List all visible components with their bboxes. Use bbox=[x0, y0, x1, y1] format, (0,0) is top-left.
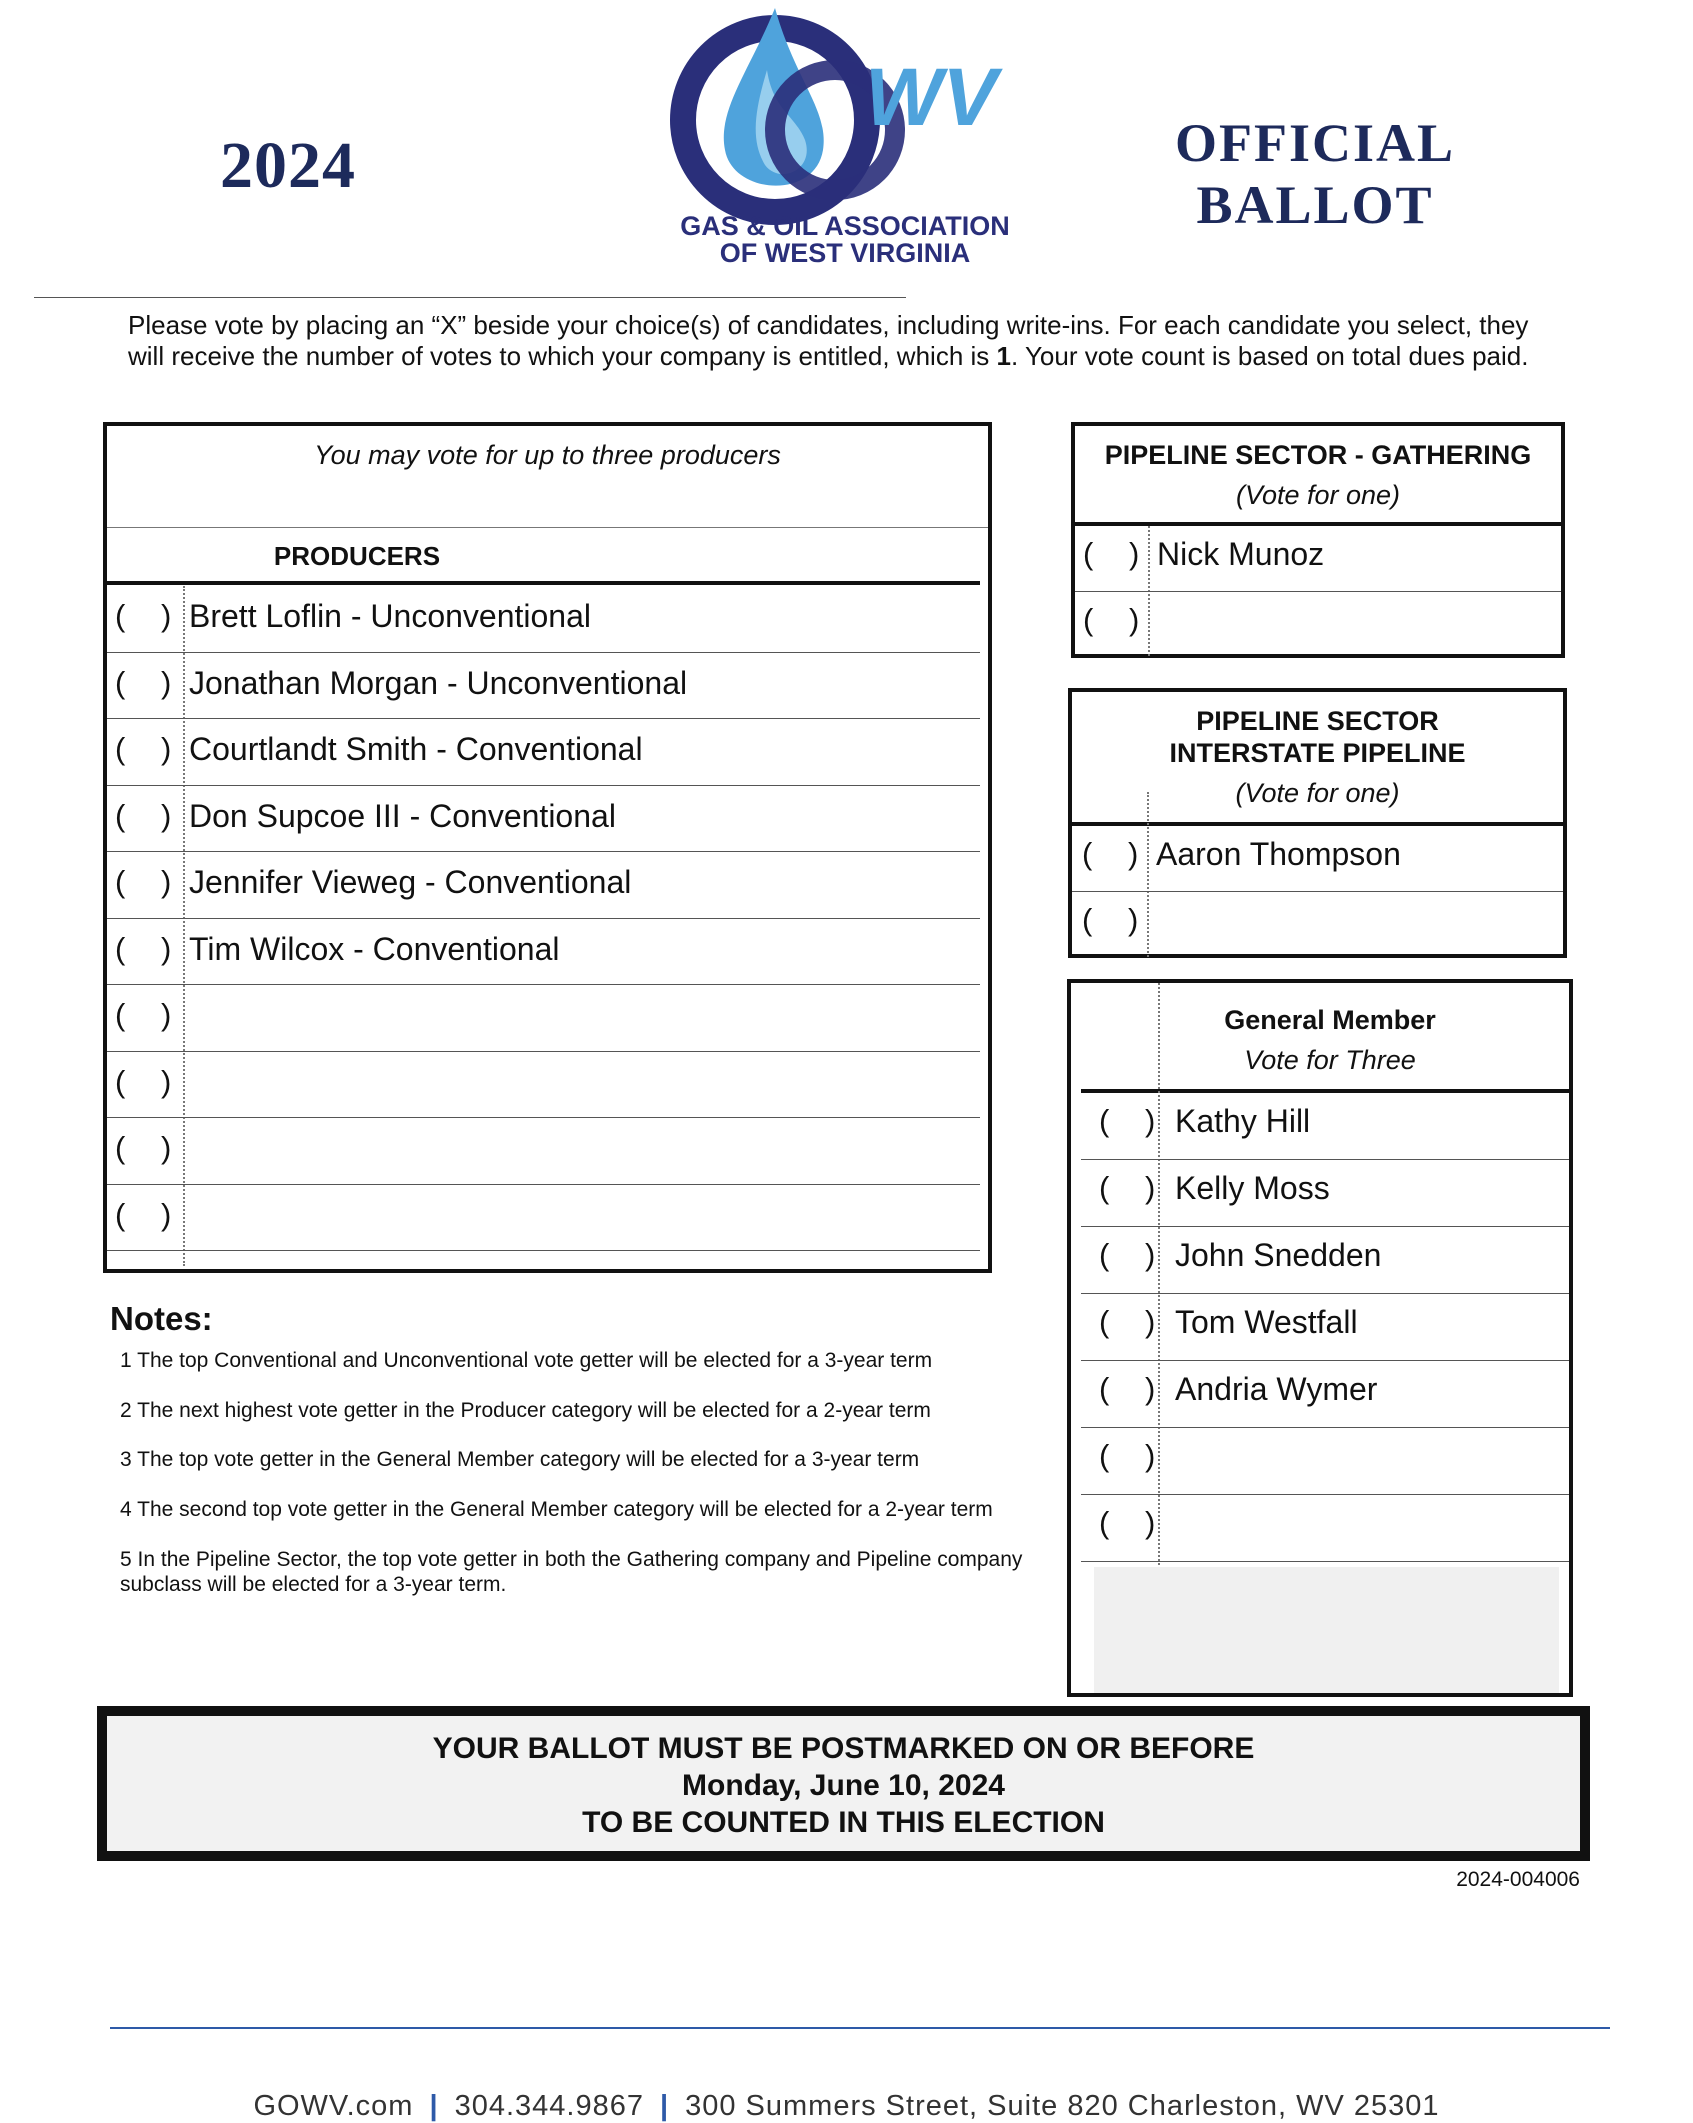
footer bbox=[0, 2090, 1693, 2123]
candidate-name: Kelly Moss bbox=[1175, 1170, 1330, 1206]
footer-website[interactable]: GOWV.com bbox=[253, 2090, 414, 2122]
note-item: 3 The top vote getter in the General Member category will be elected for a 3-year term bbox=[120, 1448, 920, 1471]
official-line2: BALLOT bbox=[1196, 175, 1434, 235]
candidate-name: Jonathan Morgan - Unconventional bbox=[189, 664, 688, 701]
paren-close: ) bbox=[161, 598, 172, 633]
paren-open: ( bbox=[1083, 536, 1094, 571]
instructions-text-end: . Your vote count is based on total dues paid. bbox=[1010, 341, 1529, 371]
instructions-text-start: Please vote by placing an “X” beside your choice(s) of candidates, including write-ins. For each candidate you select, they will receive the number of votes to which your company is entitled, which is bbox=[128, 310, 1529, 371]
candidate-name: Kathy Hill bbox=[1175, 1103, 1311, 1139]
logo-wv-text: WV bbox=[865, 52, 998, 143]
candidate-name: Tim Wilcox - Conventional bbox=[189, 930, 560, 967]
candidate-name: Andria Wymer bbox=[1175, 1371, 1378, 1407]
paren-open: ( bbox=[1099, 1304, 1110, 1339]
paren-close: ) bbox=[161, 1063, 172, 1099]
candidate-name: Courtlandt Smith - Conventional bbox=[189, 731, 643, 767]
paren-open: ( bbox=[115, 864, 126, 899]
gowv-logo bbox=[655, 0, 1035, 270]
paren-close: ) bbox=[1128, 902, 1139, 937]
paren-close: ) bbox=[1145, 1505, 1156, 1540]
producer-row[interactable] bbox=[107, 1118, 980, 1185]
paren-open: ( bbox=[115, 1196, 126, 1232]
deadline-line3: TO BE COUNTED IN THIS ELECTION bbox=[582, 1806, 1105, 1839]
general-row[interactable] bbox=[1081, 1093, 1569, 1160]
general-row[interactable] bbox=[1081, 1160, 1569, 1227]
paren-close: ) bbox=[1145, 1371, 1156, 1406]
paren-open: ( bbox=[115, 930, 126, 966]
gathering-subtitle: (Vote for one) bbox=[1235, 480, 1401, 510]
producers-title: PRODUCERS bbox=[273, 541, 441, 571]
paren-open: ( bbox=[1099, 1170, 1110, 1205]
candidate-name: Tom Westfall bbox=[1175, 1304, 1358, 1340]
paren-open: ( bbox=[115, 664, 126, 700]
producer-row[interactable] bbox=[107, 719, 980, 786]
paren-close: ) bbox=[161, 731, 172, 766]
candidate-name: Brett Loflin - Unconventional bbox=[189, 598, 591, 634]
official-ballot-title bbox=[1150, 112, 1480, 236]
interstate-subtitle: (Vote for one) bbox=[1235, 778, 1400, 808]
general-title: General Member bbox=[1224, 1005, 1436, 1035]
paren-open: ( bbox=[115, 598, 126, 633]
producer-row[interactable] bbox=[107, 985, 980, 1052]
gathering-title: PIPELINE SECTOR - GATHERING bbox=[1104, 440, 1532, 470]
paren-close: ) bbox=[161, 930, 172, 966]
deadline-notice bbox=[97, 1706, 1590, 1861]
paren-close: ) bbox=[1145, 1103, 1156, 1138]
producer-row[interactable] bbox=[107, 919, 980, 986]
paren-close: ) bbox=[1145, 1237, 1156, 1272]
notes-title: Notes: bbox=[110, 1300, 213, 1337]
note-item: 2 The next highest vote getter in the Producer category will be elected for a 2-year term bbox=[120, 1399, 931, 1422]
producer-row[interactable] bbox=[107, 586, 980, 653]
paren-open: ( bbox=[115, 1063, 126, 1099]
footer-separator: | bbox=[659, 2090, 670, 2122]
official-line1: OFFICIAL bbox=[1174, 113, 1455, 173]
general-row[interactable] bbox=[1081, 1361, 1569, 1428]
paren-open: ( bbox=[1083, 602, 1094, 637]
paren-open: ( bbox=[1099, 1438, 1110, 1473]
producer-row[interactable] bbox=[107, 786, 980, 853]
paren-open: ( bbox=[115, 731, 126, 766]
producers-header-rule bbox=[107, 581, 980, 585]
paren-close: ) bbox=[1145, 1438, 1156, 1473]
footer-divider bbox=[110, 2027, 1610, 2029]
general-blank-area bbox=[1094, 1567, 1559, 1693]
interstate-title-line1: PIPELINE SECTOR bbox=[1196, 706, 1439, 736]
note-item: 4 The second top vote getter in the General Member category will be elected for a 2-year term bbox=[120, 1498, 993, 1521]
interstate-row[interactable] bbox=[1072, 892, 1563, 958]
candidate-name: Aaron Thompson bbox=[1156, 836, 1401, 872]
producers-box bbox=[103, 422, 992, 1273]
paren-close: ) bbox=[161, 864, 172, 899]
candidate-name: John Snedden bbox=[1175, 1237, 1382, 1273]
paren-close: ) bbox=[1145, 1304, 1156, 1339]
paren-open: ( bbox=[1099, 1103, 1110, 1138]
candidate-name: Nick Munoz bbox=[1157, 536, 1325, 572]
producers-instruction-row bbox=[107, 426, 988, 528]
vote-count: 1 bbox=[996, 341, 1011, 371]
general-row[interactable] bbox=[1081, 1495, 1569, 1562]
footer-address: 300 Summers Street, Suite 820 Charleston, WV 25301 bbox=[685, 2090, 1440, 2122]
paren-open: ( bbox=[1099, 1505, 1110, 1540]
note-item: 5 In the Pipeline Sector, the top vote getter in both the Gathering company and Pipeline company subclass will be elected for a 3-year term. bbox=[120, 1548, 1023, 1596]
paren-open: ( bbox=[115, 1130, 126, 1165]
paren-open: ( bbox=[1099, 1371, 1110, 1406]
logo-line1: GAS & OIL ASSOCIATION bbox=[680, 211, 1010, 241]
paren-open: ( bbox=[115, 997, 126, 1032]
producer-row[interactable] bbox=[107, 852, 980, 919]
paren-open: ( bbox=[1082, 836, 1093, 871]
paren-open: ( bbox=[1099, 1237, 1110, 1272]
general-subtitle: Vote for Three bbox=[1244, 1045, 1416, 1075]
producers-instruction: You may vote for up to three producers bbox=[314, 440, 781, 470]
general-member-box bbox=[1067, 979, 1573, 1697]
interstate-row[interactable] bbox=[1072, 826, 1563, 892]
producer-row[interactable] bbox=[107, 653, 980, 720]
paren-close: ) bbox=[1129, 602, 1140, 637]
logo-line2: OF WEST VIRGINIA bbox=[719, 238, 971, 268]
paren-close: ) bbox=[1129, 536, 1140, 571]
footer-separator: | bbox=[429, 2090, 439, 2122]
general-row[interactable] bbox=[1081, 1294, 1569, 1361]
paren-close: ) bbox=[161, 664, 172, 700]
producer-row[interactable] bbox=[107, 1185, 980, 1252]
paren-close: ) bbox=[161, 1196, 172, 1232]
gathering-row[interactable] bbox=[1075, 592, 1561, 658]
paren-close: ) bbox=[161, 797, 172, 833]
ballot-code: 2024-004006 bbox=[1456, 1868, 1580, 1891]
general-row[interactable] bbox=[1081, 1428, 1569, 1495]
ballot-year: 2024 bbox=[220, 129, 356, 202]
footer-phone: 304.344.9867 bbox=[454, 2090, 644, 2122]
candidate-name: Jennifer Vieweg - Conventional bbox=[189, 864, 632, 900]
paren-open: ( bbox=[1082, 902, 1093, 937]
gathering-box bbox=[1071, 422, 1565, 658]
paren-close: ) bbox=[1128, 836, 1139, 871]
interstate-box bbox=[1068, 688, 1567, 958]
header-divider bbox=[34, 297, 906, 298]
gowv-logo-mark bbox=[655, 0, 1035, 270]
deadline-line2: Monday, June 10, 2024 bbox=[682, 1769, 1005, 1802]
candidate-name: Don Supcoe III - Conventional bbox=[189, 797, 616, 834]
gathering-row[interactable] bbox=[1075, 526, 1561, 592]
paren-close: ) bbox=[161, 997, 172, 1032]
interstate-title-line2: INTERSTATE PIPELINE bbox=[1169, 738, 1466, 768]
paren-close: ) bbox=[1145, 1170, 1156, 1205]
paren-open: ( bbox=[115, 797, 126, 833]
note-item: 1 The top Conventional and Unconventional vote getter will be elected for a 3-year term bbox=[120, 1349, 933, 1372]
paren-close: ) bbox=[161, 1130, 172, 1165]
instructions-paragraph bbox=[128, 310, 1568, 372]
producer-row[interactable] bbox=[107, 1052, 980, 1119]
general-row[interactable] bbox=[1081, 1227, 1569, 1294]
deadline-line1: YOUR BALLOT MUST BE POSTMARKED ON OR BEFORE bbox=[432, 1732, 1255, 1765]
